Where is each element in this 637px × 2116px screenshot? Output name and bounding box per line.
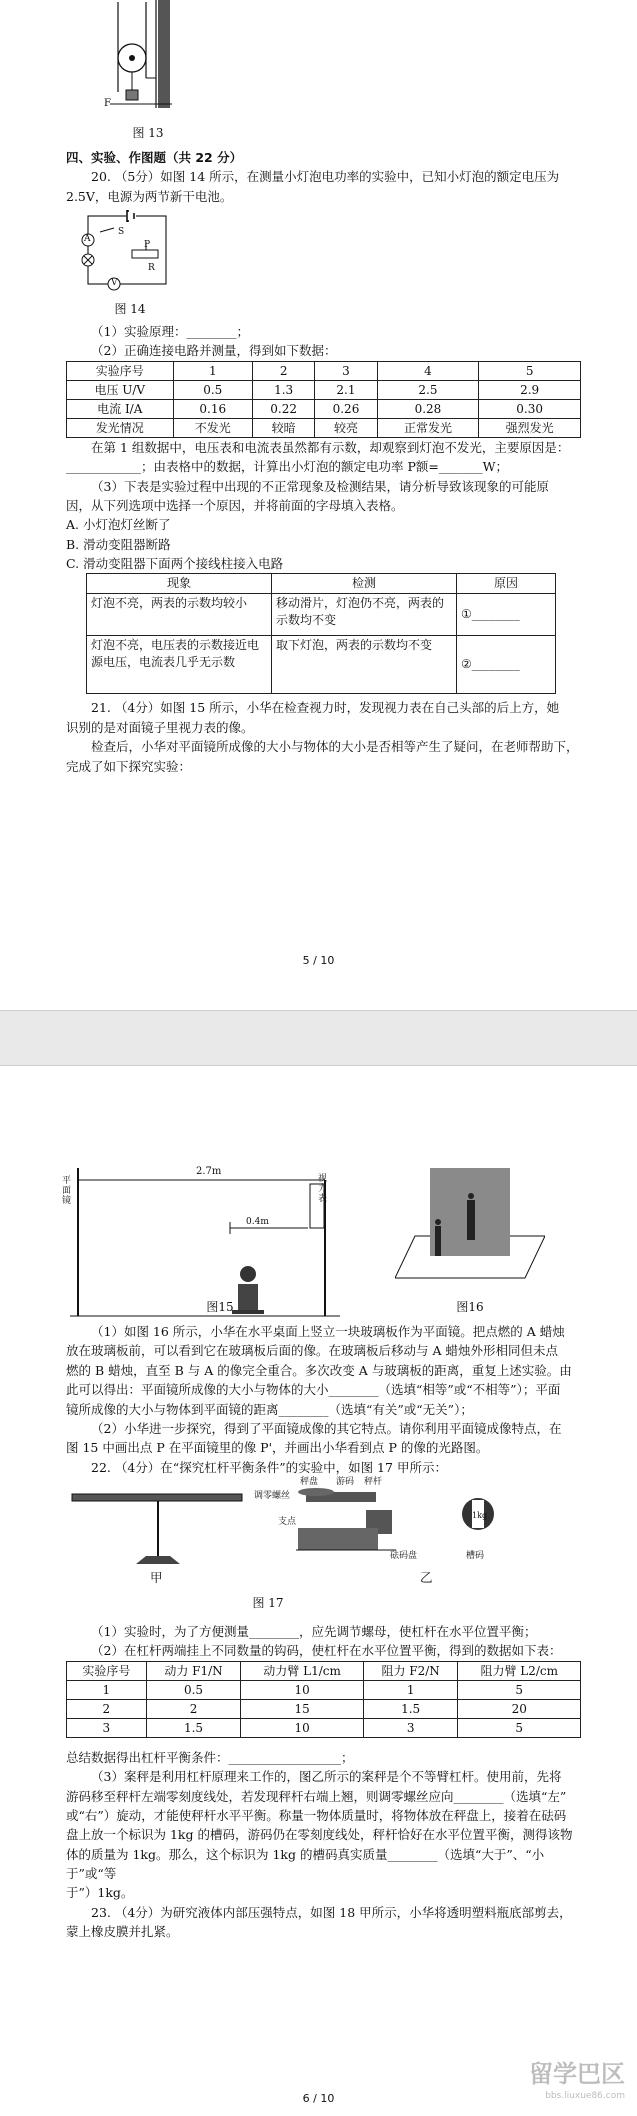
figure-14-caption: 图 14: [114, 302, 146, 316]
fig15-chart: 视力表: [318, 1174, 328, 1204]
page-5: [0, 0, 637, 1010]
fig15-dist: 2.7m: [196, 1166, 222, 1177]
fig17-pan: 秤盘: [300, 1477, 319, 1487]
table-row: 发光情况 不发光 较暗 较亮 正常发光 强烈发光: [67, 418, 581, 437]
q22-part-3f: 于”）1kg。: [66, 1885, 134, 1901]
q21-stem-2: 识别的是对面镜子里视力表的像。: [66, 719, 254, 735]
q22-part-3a: （3）案秤是利用杠杆原理来工作的，图乙所示的案秤是个不等臂杠杆。使用前，先将: [91, 1769, 562, 1785]
page-6: [0, 1066, 637, 2116]
figure-14-circuit: [74, 210, 184, 300]
circuit-P: P: [144, 240, 151, 250]
fig17-jia: 甲: [150, 1570, 163, 1585]
fig17-yi: 乙: [420, 1570, 433, 1585]
figure-16-caption: 图16: [456, 1300, 484, 1314]
q21-part-1-line-4: 此可以得出：平面镜所成像的大小与物体的大小________（选填“相等”或“不相等”）；平面: [66, 1382, 561, 1398]
q22-part-3d: 盘上放一个标识为 1kg 的槽码，游码仍在零刻度线处，秤杆恰好在水平位置平衡，测得该物: [66, 1827, 573, 1843]
fault-table: [86, 573, 556, 694]
q21-part-2-line-2: 图 15 中画出点 P 在平面镜里的像 P'，并画出小华看到点 P 的像的光路图。: [66, 1440, 489, 1456]
q22-stem: 22. （4分）在“探究杠杆平衡条件”的实验中，如图 17 甲所示：: [91, 1459, 447, 1475]
q21-part-1-line-2: 放在玻璃板前，可以看到它在玻璃板后面的像。在玻璃板后移动与 A 蜡烛外形相同但未点: [66, 1343, 558, 1359]
figure-15-caption: 图15: [206, 1300, 234, 1314]
q20-stem-1: 20. （5分）如图 14 所示，在测量小灯泡电功率的实验中，已知小灯泡的额定电压为: [91, 169, 560, 185]
fig17-ganggan: 秤杆: [364, 1477, 383, 1487]
q20-stem-2: 2.5V，电源为两节新干电池。: [66, 188, 233, 204]
q21-part-1-line-3: 燃的 B 蜡烛，直至 B 与 A 的像完全重合。多次改变 A 与玻璃板的距离，重复上述实验。由: [66, 1362, 572, 1378]
fig15-mirror: 平面镜: [62, 1176, 72, 1206]
circuit-V: V: [111, 278, 118, 288]
q21-stem-1: 21. （4分）如图 15 所示，小华在检查视力时，发现视力表在自己头部的后上方，她: [91, 700, 560, 716]
circuit-S: S: [118, 227, 125, 237]
page-number: 6 / 10: [302, 2092, 335, 2105]
q21-part-1-line-5: 镜所成像的大小与物体到平面镜的距离________（选填“有关”或“无关”）；: [66, 1401, 473, 1417]
q23-stem-2: 蒙上橡皮膜并扎紧。: [66, 1924, 179, 1940]
fig15-small: 0.4m: [246, 1217, 269, 1227]
q22-part-1: （1）实验时，为了方便测量________，应先调节螺母，使杠杆在水平位置平衡；: [91, 1624, 537, 1639]
q22-part-2: （2）在杠杆两端挂上不同数量的钩码，使杠杆在水平位置平衡，得到的数据如下表：: [91, 1643, 562, 1659]
section-title: 四、实验、作图题（共 22 分）: [66, 150, 243, 165]
table-row: 实验序号 1 2 3 4 5: [67, 361, 581, 380]
q20-part-1: （1）实验原理：________；: [91, 324, 249, 339]
data-table-1: [66, 361, 581, 438]
q21-part-1-line-1: （1）如图 16 所示，小华在水平桌面上竖立一块玻璃板作为平面镜。把点燃的 A 蜡烛: [91, 1324, 565, 1339]
q20-part-3a: （3）下表是实验过程中出现的不正常现象及检测结果，请分析导致该现象的可能原: [91, 478, 549, 494]
fig17-youma: 游码: [336, 1477, 355, 1487]
figure-16-candles: [395, 1166, 545, 1286]
q22-part-3c: 或“右”）旋动，才能使秤杆水平平衡。称量一物体质量时，将物体放在秤盘上，接着在砝码: [66, 1807, 567, 1823]
q21-stem-4: 完成了如下探究实验：: [66, 758, 192, 774]
circuit-A: A: [84, 234, 91, 244]
lever-table: [66, 1661, 581, 1738]
fig17-cuomapan: 砝码盘: [390, 1551, 418, 1561]
table-row: 现象 检测 原因: [87, 574, 556, 594]
table-row: 3 1.5 10 3 5: [67, 1718, 581, 1737]
option-b: B. 滑动变阻器断路: [66, 536, 171, 552]
page-number: 5 / 10: [302, 954, 335, 967]
fig17-caoma: 槽码: [466, 1551, 485, 1561]
table-row: 灯泡不亮，两表的示数均较小 移动滑片，灯泡仍不亮，两表的示数均不变 ①________: [87, 594, 556, 636]
option-a: A. 小灯泡灯丝断了: [66, 517, 171, 533]
table-row: 实验序号 动力 F1/N 动力臂 L1/cm 阻力 F2/N 阻力臂 L2/cm: [67, 1661, 581, 1680]
q22-summary: 总结数据得出杠杆平衡条件：__________________；: [66, 1749, 354, 1765]
figure-13-caption: 图 13: [132, 126, 164, 140]
fig17-1kg: 1kg: [472, 1511, 488, 1520]
q20-para-1: 在第 1 组数据中，电压表和电流表虽然都有示数，却观察到灯泡不发光，主要原因是：: [91, 439, 570, 455]
q22-part-3b: 游码移至秤杆左端零刻度线处，若发现秤杆右端上翘，则调零螺丝应向________（选填“左”: [66, 1788, 567, 1804]
fig17-zhidian: 支点: [278, 1517, 297, 1527]
watermark: 留学巴区: [529, 2060, 625, 2088]
figure-17-caption: 图 17: [252, 1596, 284, 1610]
watermark-url: bbs.liuxue86.com: [545, 2091, 625, 2101]
q20-part-2: （2）正确连接电路并测量，得到如下数据：: [91, 343, 337, 359]
q23-stem-1: 23. （4分）为研究液体内部压强特点，如图 18 甲所示，小华将透明塑料瓶底部剪去，: [91, 1904, 572, 1920]
q21-stem-3: 检查后，小华对平面镜所成像的大小与物体的大小是否相等产生了疑问，在老师帮助下，: [91, 739, 579, 755]
page-separator: [0, 1010, 637, 1066]
q21-part-2-line-1: （2）小华进一步探究，得到了平面镜成像的其它特点。请你利用平面镜成像特点，在: [91, 1420, 562, 1436]
table-row: 1 0.5 10 1 5: [67, 1680, 581, 1699]
circuit-R: R: [148, 263, 155, 273]
table-row: 电流 I/A 0.16 0.22 0.26 0.28 0.30: [67, 399, 581, 418]
figure-13-F-label: F: [104, 98, 111, 109]
table-row: 2 2 15 1.5 20: [67, 1699, 581, 1718]
figure-13-pulley: [110, 0, 190, 120]
table-row: 电压 U/V 0.5 1.3 2.1 2.5 2.9: [67, 380, 581, 399]
q20-para-2: ____________；由表格中的数据，计算出小灯泡的额定电功率 P额=_______W；: [66, 459, 508, 475]
fig17-tiaoling: 调零螺丝: [254, 1491, 291, 1501]
option-c: C. 滑动变阻器下面两个接线柱接入电路: [66, 556, 284, 571]
q20-part-3b: 因，从下列选项中选择一个原因，并将前面的字母填入表格。: [66, 497, 404, 513]
table-row: 灯泡不亮，电压表的示数接近电源电压，电流表几乎无示数 取下灯泡，两表的示数均不变 ②________: [87, 636, 556, 694]
q22-part-3e: 体的质量为 1kg。那么，这个标识为 1kg 的槽码真实质量________（选填“大于”、“小于”或“等: [66, 1846, 545, 1881]
